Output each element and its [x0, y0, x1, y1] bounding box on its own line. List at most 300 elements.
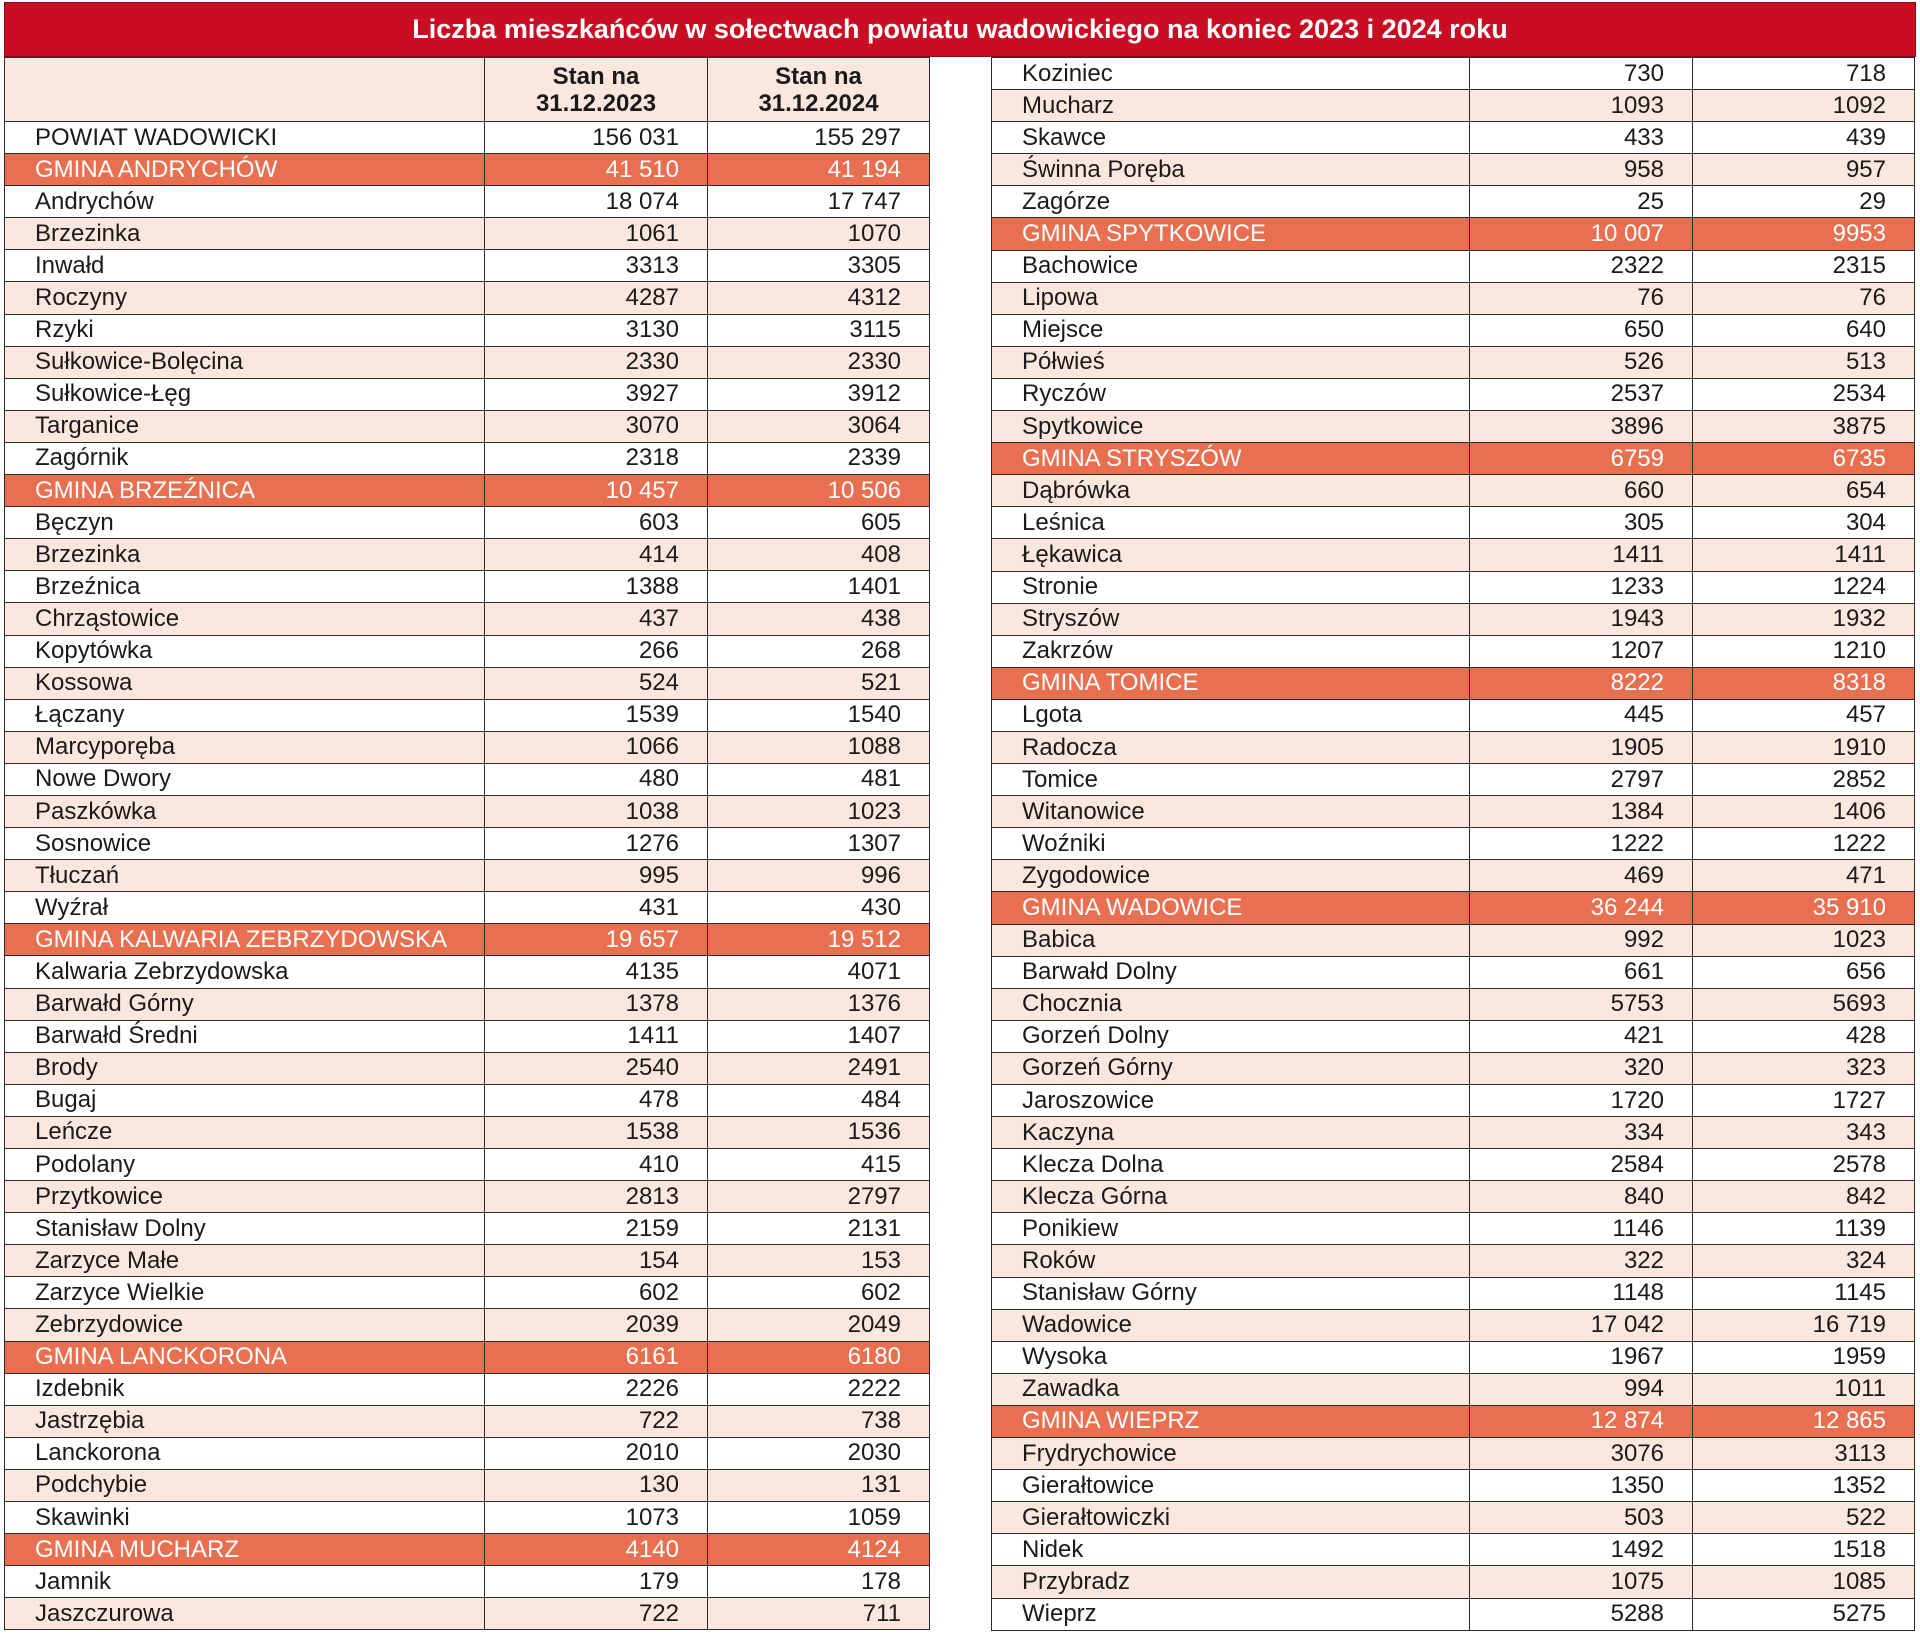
value-2024-cell: 605 — [708, 507, 930, 539]
name-cell: Kopytówka — [5, 635, 485, 667]
table-row — [992, 1213, 1915, 1245]
name-cell: Lipowa — [992, 282, 1470, 314]
value-2023-cell: 3896 — [1470, 411, 1693, 443]
value-2024-cell: 1088 — [708, 731, 930, 763]
table-row — [992, 346, 1915, 378]
value-2023-cell: 1905 — [1470, 731, 1693, 763]
right-population-table — [991, 57, 1915, 1631]
table-row — [5, 828, 930, 860]
value-2023-cell: 41 510 — [485, 154, 708, 186]
table-row — [992, 571, 1915, 603]
table-row — [5, 1598, 930, 1630]
name-cell: Zagórze — [992, 186, 1470, 218]
value-2023-cell: 992 — [1470, 924, 1693, 956]
value-2024-cell: 2315 — [1693, 250, 1915, 282]
table-row — [992, 1566, 1915, 1598]
table-row — [992, 1181, 1915, 1213]
name-cell: Chrząstowice — [5, 603, 485, 635]
table-row — [992, 1277, 1915, 1309]
name-cell: Stronie — [992, 571, 1470, 603]
table-row — [992, 731, 1915, 763]
value-2023-cell: 437 — [485, 603, 708, 635]
value-2023-cell: 2537 — [1470, 378, 1693, 410]
gmina-row — [5, 1534, 930, 1566]
name-cell: Lanckorona — [5, 1437, 485, 1469]
value-2024-cell: 9953 — [1693, 218, 1915, 250]
name-cell: Targanice — [5, 410, 485, 442]
value-2024-cell: 2534 — [1693, 378, 1915, 410]
name-cell: Zebrzydowice — [5, 1309, 485, 1341]
value-2024-cell: 35 910 — [1693, 892, 1915, 924]
table-row — [5, 410, 930, 442]
value-2023-cell: 722 — [485, 1598, 708, 1630]
value-2023-cell: 2159 — [485, 1213, 708, 1245]
table-row — [992, 475, 1915, 507]
table-row — [5, 763, 930, 795]
value-2023-cell: 2226 — [485, 1373, 708, 1405]
value-2024-cell: 304 — [1693, 507, 1915, 539]
table-row — [5, 635, 930, 667]
value-2023-cell: 10 457 — [485, 475, 708, 507]
name-cell: Łękawica — [992, 539, 1470, 571]
table-row — [992, 1149, 1915, 1181]
value-2024-cell: 2578 — [1693, 1149, 1915, 1181]
table-row — [992, 1020, 1915, 1052]
name-cell: Tomice — [992, 764, 1470, 796]
name-cell: Radocza — [992, 731, 1470, 763]
name-cell: Podolany — [5, 1149, 485, 1181]
value-2024-cell: 1932 — [1693, 603, 1915, 635]
value-2023-cell: 722 — [485, 1405, 708, 1437]
name-cell: Nidek — [992, 1534, 1470, 1566]
name-cell: GMINA BRZEŹNICA — [5, 475, 485, 507]
value-2024-cell: 12 865 — [1693, 1405, 1915, 1437]
table-row — [992, 58, 1915, 90]
value-2023-cell: 480 — [485, 763, 708, 795]
table-row — [5, 699, 930, 731]
table-row — [5, 1052, 930, 1084]
table-row — [992, 1502, 1915, 1534]
value-2024-cell: 3912 — [708, 378, 930, 410]
table-row — [5, 988, 930, 1020]
table-row — [992, 122, 1915, 154]
value-2023-cell: 4140 — [485, 1534, 708, 1566]
table-header-row — [5, 58, 930, 122]
table-row — [992, 507, 1915, 539]
name-cell: Przybradz — [992, 1566, 1470, 1598]
value-2024-cell: 1085 — [1693, 1566, 1915, 1598]
name-cell: Roczyny — [5, 282, 485, 314]
name-cell: Lgota — [992, 699, 1470, 731]
name-cell: GMINA LANCKORONA — [5, 1341, 485, 1373]
value-2024-cell: 5693 — [1693, 988, 1915, 1020]
name-cell: Miejsce — [992, 314, 1470, 346]
name-cell: Skawinki — [5, 1502, 485, 1534]
value-2023-cell: 650 — [1470, 314, 1693, 346]
value-2023-cell: 1233 — [1470, 571, 1693, 603]
table-row — [5, 571, 930, 603]
name-cell: Chocznia — [992, 988, 1470, 1020]
value-2024-cell: 268 — [708, 635, 930, 667]
gmina-row — [992, 667, 1915, 699]
name-cell: Jamnik — [5, 1566, 485, 1598]
value-2023-cell: 410 — [485, 1149, 708, 1181]
name-cell: Zarzyce Małe — [5, 1245, 485, 1277]
table-row — [5, 1309, 930, 1341]
value-2023-cell: 5753 — [1470, 988, 1693, 1020]
table-row — [992, 378, 1915, 410]
value-2023-cell: 445 — [1470, 699, 1693, 731]
value-2024-cell: 6735 — [1693, 443, 1915, 475]
value-2023-cell: 1492 — [1470, 1534, 1693, 1566]
value-2024-cell: 521 — [708, 667, 930, 699]
value-2024-cell: 738 — [708, 1405, 930, 1437]
value-2024-cell: 718 — [1693, 58, 1915, 90]
name-cell: Zakrzów — [992, 635, 1470, 667]
table-title: Liczba mieszkańców w sołectwach powiatu wadowickiego na koniec 2023 i 2024 roku — [4, 2, 1916, 57]
value-2023-cell: 1943 — [1470, 603, 1693, 635]
value-2024-cell: 602 — [708, 1277, 930, 1309]
value-2023-cell: 3313 — [485, 250, 708, 282]
value-2023-cell: 1411 — [485, 1020, 708, 1052]
name-cell: Bęczyn — [5, 507, 485, 539]
value-2023-cell: 76 — [1470, 282, 1693, 314]
value-2024-cell: 10 506 — [708, 475, 930, 507]
value-2024-cell: 656 — [1693, 956, 1915, 988]
value-2023-cell: 1222 — [1470, 828, 1693, 860]
name-cell: Dąbrówka — [992, 475, 1470, 507]
table-row — [992, 1534, 1915, 1566]
name-cell: Zarzyce Wielkie — [5, 1277, 485, 1309]
value-2024-cell: 1139 — [1693, 1213, 1915, 1245]
table-row — [992, 956, 1915, 988]
value-2023-cell: 6759 — [1470, 443, 1693, 475]
value-2023-cell: 469 — [1470, 860, 1693, 892]
value-2023-cell: 1207 — [1470, 635, 1693, 667]
value-2023-cell: 10 007 — [1470, 218, 1693, 250]
name-cell: Andrychów — [5, 186, 485, 218]
value-2024-cell: 428 — [1693, 1020, 1915, 1052]
table-row — [5, 1277, 930, 1309]
name-cell: Kossowa — [5, 667, 485, 699]
table-row — [992, 1373, 1915, 1405]
value-2024-cell: 1145 — [1693, 1277, 1915, 1309]
name-cell: Brzezinka — [5, 218, 485, 250]
table-row — [992, 314, 1915, 346]
name-cell: Izdebnik — [5, 1373, 485, 1405]
name-cell: Jaroszowice — [992, 1085, 1470, 1117]
value-2023-cell: 266 — [485, 635, 708, 667]
value-2024-cell: 4071 — [708, 956, 930, 988]
value-2023-cell: 305 — [1470, 507, 1693, 539]
value-2023-cell: 2584 — [1470, 1149, 1693, 1181]
value-2023-cell: 2039 — [485, 1309, 708, 1341]
table-row — [992, 924, 1915, 956]
value-2024-cell: 1222 — [1693, 828, 1915, 860]
name-cell: Łączany — [5, 699, 485, 731]
name-cell: GMINA WIEPRZ — [992, 1405, 1470, 1437]
name-cell: Rzyki — [5, 314, 485, 346]
name-cell: Wysoka — [992, 1341, 1470, 1373]
value-2023-cell: 3927 — [485, 378, 708, 410]
value-2024-cell: 1352 — [1693, 1470, 1915, 1502]
value-2024-cell: 131 — [708, 1469, 930, 1501]
value-2023-cell: 1276 — [485, 828, 708, 860]
value-2024-cell: 6180 — [708, 1341, 930, 1373]
name-cell: Zawadka — [992, 1373, 1470, 1405]
value-2024-cell: 1910 — [1693, 731, 1915, 763]
value-2023-cell: 5288 — [1470, 1598, 1693, 1630]
value-2024-cell: 2330 — [708, 346, 930, 378]
value-2024-cell: 323 — [1693, 1052, 1915, 1084]
name-cell: Wadowice — [992, 1309, 1470, 1341]
name-cell: Klecza Górna — [992, 1181, 1470, 1213]
value-2023-cell: 18 074 — [485, 186, 708, 218]
value-2023-cell: 2540 — [485, 1052, 708, 1084]
table-row — [992, 635, 1915, 667]
value-2024-cell: 1376 — [708, 988, 930, 1020]
table-row — [5, 1020, 930, 1052]
value-2023-cell: 1073 — [485, 1502, 708, 1534]
table-row — [5, 1245, 930, 1277]
value-2023-cell: 958 — [1470, 154, 1693, 186]
value-2023-cell: 526 — [1470, 346, 1693, 378]
value-2024-cell: 2797 — [708, 1181, 930, 1213]
table-row — [992, 1309, 1915, 1341]
name-cell: Woźniki — [992, 828, 1470, 860]
table-row — [5, 1116, 930, 1148]
value-2024-cell: 430 — [708, 892, 930, 924]
name-cell: GMINA WADOWICE — [992, 892, 1470, 924]
value-2024-cell: 16 719 — [1693, 1309, 1915, 1341]
value-2024-cell: 3875 — [1693, 411, 1915, 443]
name-cell: Barwałd Średni — [5, 1020, 485, 1052]
value-2023-cell: 660 — [1470, 475, 1693, 507]
value-2024-cell: 1070 — [708, 218, 930, 250]
value-2024-cell: 1401 — [708, 571, 930, 603]
table-row — [5, 314, 930, 346]
value-2024-cell: 1411 — [1693, 539, 1915, 571]
value-2024-cell: 438 — [708, 603, 930, 635]
table-row — [5, 795, 930, 827]
table-row — [992, 539, 1915, 571]
value-2024-cell: 178 — [708, 1566, 930, 1598]
name-cell: GMINA ANDRYCHÓW — [5, 154, 485, 186]
value-2023-cell: 414 — [485, 539, 708, 571]
name-cell: GMINA KALWARIA ZEBRZYDOWSKA — [5, 924, 485, 956]
name-cell: Stryszów — [992, 603, 1470, 635]
value-2024-cell: 41 194 — [708, 154, 930, 186]
value-2023-cell: 1061 — [485, 218, 708, 250]
name-cell: Bugaj — [5, 1084, 485, 1116]
table-row — [5, 731, 930, 763]
value-2024-cell: 408 — [708, 539, 930, 571]
value-2024-cell: 471 — [1693, 860, 1915, 892]
name-cell: Brzezinka — [5, 539, 485, 571]
value-2024-cell: 343 — [1693, 1117, 1915, 1149]
value-2024-cell: 439 — [1693, 122, 1915, 154]
value-2023-cell: 431 — [485, 892, 708, 924]
table-row — [992, 250, 1915, 282]
table-row — [992, 1117, 1915, 1149]
name-cell: Brody — [5, 1052, 485, 1084]
name-cell: Zygodowice — [992, 860, 1470, 892]
value-2023-cell: 1093 — [1470, 90, 1693, 122]
table-row — [992, 1598, 1915, 1630]
table-row — [5, 218, 930, 250]
gmina-row — [5, 154, 930, 186]
name-cell: Świnna Poręba — [992, 154, 1470, 186]
value-2023-cell: 1384 — [1470, 796, 1693, 828]
table-row — [992, 411, 1915, 443]
value-2024-cell: 1536 — [708, 1116, 930, 1148]
table-row — [992, 828, 1915, 860]
table-row — [5, 956, 930, 988]
name-cell: Bachowice — [992, 250, 1470, 282]
gmina-row — [5, 475, 930, 507]
name-cell: Roków — [992, 1245, 1470, 1277]
name-cell: Ryczów — [992, 378, 1470, 410]
name-cell: GMINA TOMICE — [992, 667, 1470, 699]
value-2023-cell: 2330 — [485, 346, 708, 378]
name-cell: Przytkowice — [5, 1181, 485, 1213]
table-row — [5, 603, 930, 635]
value-2024-cell: 1518 — [1693, 1534, 1915, 1566]
name-cell: Tłuczań — [5, 860, 485, 892]
value-2023-cell: 3076 — [1470, 1438, 1693, 1470]
table-row — [992, 764, 1915, 796]
table-row — [992, 796, 1915, 828]
table-row — [992, 1470, 1915, 1502]
name-cell: Spytkowice — [992, 411, 1470, 443]
value-2024-cell: 1224 — [1693, 571, 1915, 603]
value-2024-cell: 2049 — [708, 1309, 930, 1341]
header-2024-line2: 31.12.2024 — [758, 89, 879, 117]
value-2023-cell: 6161 — [485, 1341, 708, 1373]
table-row — [992, 1085, 1915, 1117]
name-cell: Gierałtowiczki — [992, 1502, 1470, 1534]
value-2024-cell: 155 297 — [708, 122, 930, 154]
name-cell: Półwieś — [992, 346, 1470, 378]
gmina-row — [992, 443, 1915, 475]
table-row — [5, 1084, 930, 1116]
value-2024-cell: 2131 — [708, 1213, 930, 1245]
table-row — [992, 1245, 1915, 1277]
table-row — [5, 1502, 930, 1534]
header-2023 — [485, 58, 708, 122]
value-2023-cell: 2797 — [1470, 764, 1693, 796]
value-2024-cell: 2222 — [708, 1373, 930, 1405]
name-cell: Skawce — [992, 122, 1470, 154]
value-2023-cell: 995 — [485, 860, 708, 892]
value-2023-cell: 2010 — [485, 1437, 708, 1469]
value-2024-cell: 484 — [708, 1084, 930, 1116]
table-row — [5, 250, 930, 282]
value-2023-cell: 602 — [485, 1277, 708, 1309]
value-2023-cell: 1378 — [485, 988, 708, 1020]
name-cell: Klecza Dolna — [992, 1149, 1470, 1181]
value-2023-cell: 1538 — [485, 1116, 708, 1148]
value-2024-cell: 3115 — [708, 314, 930, 346]
value-2024-cell: 996 — [708, 860, 930, 892]
value-2023-cell: 36 244 — [1470, 892, 1693, 924]
name-cell: Jaszczurowa — [5, 1598, 485, 1630]
header-2023-line1: Stan na — [552, 62, 640, 90]
table-row — [992, 154, 1915, 186]
value-2023-cell: 19 657 — [485, 924, 708, 956]
name-cell: Podchybie — [5, 1469, 485, 1501]
name-cell: Leńcze — [5, 1116, 485, 1148]
table-row — [5, 1373, 930, 1405]
table-row — [5, 282, 930, 314]
table-row — [992, 90, 1915, 122]
value-2023-cell: 2318 — [485, 442, 708, 474]
value-2023-cell: 524 — [485, 667, 708, 699]
table-row — [5, 346, 930, 378]
value-2023-cell: 661 — [1470, 956, 1693, 988]
table-row — [5, 860, 930, 892]
value-2023-cell: 994 — [1470, 1373, 1693, 1405]
name-cell: Babica — [992, 924, 1470, 956]
value-2024-cell: 640 — [1693, 314, 1915, 346]
value-2024-cell: 1059 — [708, 1502, 930, 1534]
value-2024-cell: 1023 — [708, 795, 930, 827]
value-2024-cell: 1727 — [1693, 1085, 1915, 1117]
value-2024-cell: 842 — [1693, 1181, 1915, 1213]
value-2024-cell: 415 — [708, 1149, 930, 1181]
table-row — [5, 667, 930, 699]
value-2023-cell: 130 — [485, 1469, 708, 1501]
value-2023-cell: 1967 — [1470, 1341, 1693, 1373]
table-row — [5, 1566, 930, 1598]
table-row — [5, 507, 930, 539]
name-cell: Stanisław Dolny — [5, 1213, 485, 1245]
gmina-row — [992, 218, 1915, 250]
value-2024-cell: 4312 — [708, 282, 930, 314]
name-cell: Barwałd Górny — [5, 988, 485, 1020]
value-2024-cell: 1406 — [1693, 796, 1915, 828]
table-row — [992, 186, 1915, 218]
name-cell: Sułkowice-Bolęcina — [5, 346, 485, 378]
value-2023-cell: 12 874 — [1470, 1405, 1693, 1437]
value-2024-cell: 1011 — [1693, 1373, 1915, 1405]
name-cell: Wyźrał — [5, 892, 485, 924]
value-2024-cell: 76 — [1693, 282, 1915, 314]
table-row — [5, 1437, 930, 1469]
name-cell: Nowe Dwory — [5, 763, 485, 795]
table-row — [5, 1405, 930, 1437]
value-2023-cell: 603 — [485, 507, 708, 539]
value-2023-cell: 4287 — [485, 282, 708, 314]
name-cell: Paszkówka — [5, 795, 485, 827]
name-cell: Marcyporęba — [5, 731, 485, 763]
table-row — [992, 860, 1915, 892]
table-row — [5, 186, 930, 218]
name-cell: Witanowice — [992, 796, 1470, 828]
value-2023-cell: 322 — [1470, 1245, 1693, 1277]
value-2023-cell: 730 — [1470, 58, 1693, 90]
table-row — [5, 892, 930, 924]
name-cell: Gorzeń Górny — [992, 1052, 1470, 1084]
value-2024-cell: 1407 — [708, 1020, 930, 1052]
name-cell: Kaczyna — [992, 1117, 1470, 1149]
value-2024-cell: 654 — [1693, 475, 1915, 507]
name-cell: GMINA MUCHARZ — [5, 1534, 485, 1566]
value-2023-cell: 1388 — [485, 571, 708, 603]
left-table-body — [5, 122, 930, 1630]
value-2023-cell: 1720 — [1470, 1085, 1693, 1117]
right-table-body — [992, 58, 1915, 1631]
